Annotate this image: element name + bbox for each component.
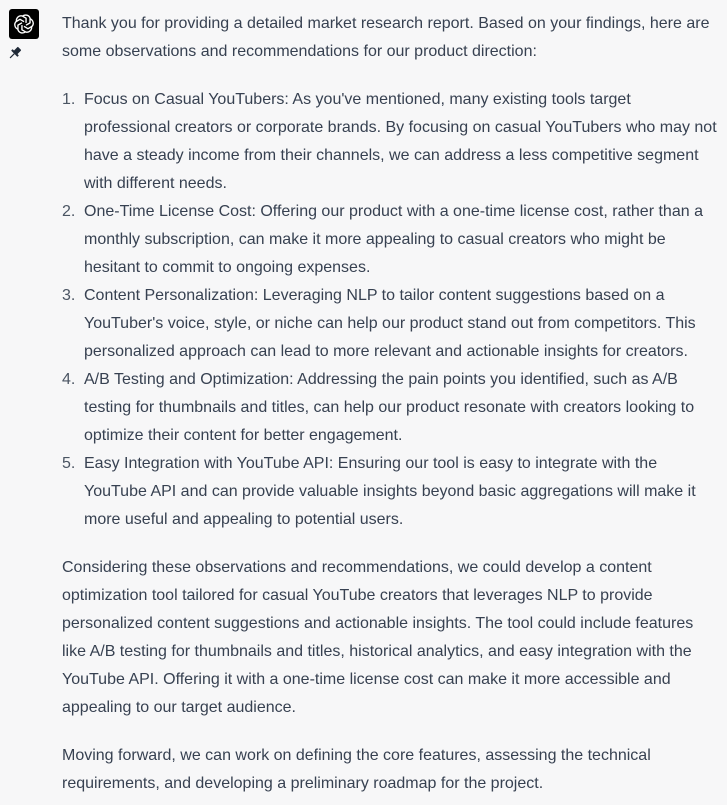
list-item <box>62 450 717 534</box>
pin-icon <box>7 45 23 61</box>
list-item <box>62 86 717 198</box>
list-item-text: One-Time License Cost: Offering our product with a one-time license cost, rather than a monthly subscription, can make it more appealing to casual creators who might be hesitant to commit to ongoing expenses. <box>84 203 703 276</box>
list-item-number: 1. <box>62 91 76 108</box>
recommendations-list <box>62 86 717 534</box>
list-item-number: 5. <box>62 455 76 472</box>
list-item <box>62 198 717 282</box>
avatar-column <box>9 9 39 39</box>
list-item <box>62 282 717 366</box>
list-item-text: A/B Testing and Optimization: Addressing the pain points you identified, such as A/B testing for thumbnails and titles, can help our product resonate with creators looking to optimize their content for better engagement. <box>84 371 695 444</box>
list-item-number: 3. <box>62 287 76 304</box>
pin-button[interactable] <box>7 43 23 59</box>
list-item-text: Easy Integration with YouTube API: Ensuring our tool is easy to integrate with the YouTube API and can provide valuable insights beyond basic aggregations will make it more useful and appealing to potential users. <box>84 455 696 528</box>
openai-logo-icon <box>13 13 35 35</box>
list-item-number: 4. <box>62 371 76 388</box>
list-item-number: 2. <box>62 203 76 220</box>
list-item-text: Focus on Casual YouTubers: As you've mentioned, many existing tools target professional creators or corporate brands. By focusing on casual YouTubers who may not have a steady income from their channels, we can address a less competitive segment with different needs. <box>84 91 717 192</box>
avatar <box>9 9 39 39</box>
next-steps-paragraph: Moving forward, we can work on defining the core features, assessing the technical requirements, and developing a preliminary roadmap for the project. <box>62 747 651 792</box>
intro-paragraph: Thank you for providing a detailed market research report. Based on your findings, here are some observations and recommendations for our product direction: <box>62 15 710 60</box>
message-content <box>62 10 717 798</box>
conclusion-paragraph: Considering these observations and recommendations, we could develop a content optimization tool tailored for casual YouTube creators that leverages NLP to provide personalized content suggestions and actionable insights. The tool could include features like A/B testing for thumbnails and titles, historical analytics, and easy integration with the YouTube API. Offering it with a one-time license cost can make it more accessible and appealing to our target audience. <box>62 559 694 716</box>
list-item-text: Content Personalization: Leveraging NLP to tailor content suggestions based on a YouTuber's voice, style, or niche can help our product stand out from competitors. This personalized approach can lead to more relevant and actionable insights for creators. <box>84 287 696 360</box>
list-item <box>62 366 717 450</box>
